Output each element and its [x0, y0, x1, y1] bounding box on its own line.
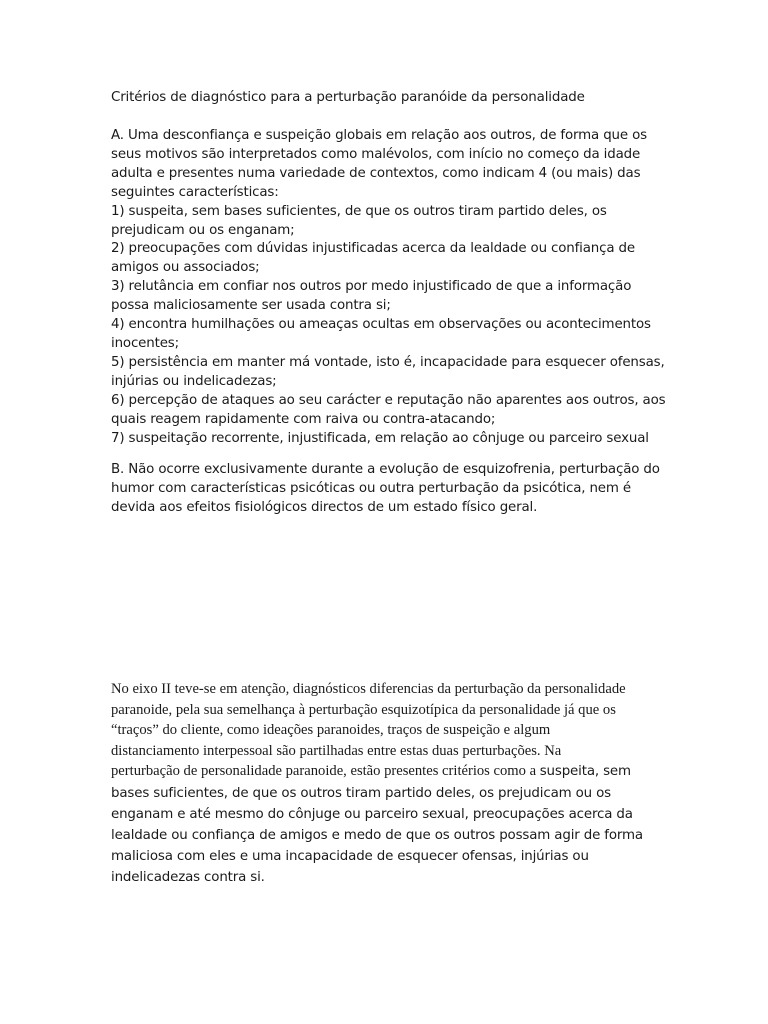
criterion-a-item-3: 3) relutância em confiar nos outros por medo injustificado de que a informação	[111, 279, 632, 295]
criterion-b-paragraph	[111, 461, 671, 518]
axis-ii-line: distanciamento interpessoal são partilhadas entre estas duas perturbações. Na	[111, 742, 562, 759]
criterion-b-line: humor com características psicóticas ou outra perturbação da psicótica, nem é	[111, 480, 631, 496]
criterion-a-item-1: 1) suspeita, sem bases suficientes, de que os outros tiram partido deles, os	[111, 203, 607, 219]
axis-ii-line: indelicadezas contra si.	[111, 869, 265, 885]
axis-ii-mixed-sans: suspeita, sem	[539, 764, 631, 780]
criterion-a-line: seguintes características:	[111, 184, 279, 200]
axis-ii-mixed-line	[111, 761, 671, 783]
axis-ii-line: paranoide, pela sua semelhança à perturbação esquizotípica da personalidade já que os	[111, 701, 616, 718]
criterion-b-line: B. Não ocorre exclusivamente durante a evolução de esquizofrenia, perturbação do	[111, 462, 660, 477]
criterion-a-item-5-cont: injúrias ou indelicadezas;	[111, 373, 277, 389]
axis-ii-line: maliciosa com eles e uma incapacidade de esquecer ofensas, injúrias ou	[111, 848, 589, 864]
criterion-a-item-5: 5) persistência em manter má vontade, isto é, incapacidade para esquecer ofensas,	[111, 354, 665, 370]
criterion-a-item-2-cont: amigos ou associados;	[111, 260, 260, 276]
criterion-a-item-2: 2) preocupações com dúvidas injustificadas acerca da lealdade ou confiança de	[111, 241, 635, 257]
criterion-a-item-4: 4) encontra humilhações ou ameaças ocultas em observações ou acontecimentos	[111, 317, 651, 333]
axis-ii-mixed-serif: perturbação de personalidade paranoide, estão presentes critérios como a	[111, 763, 540, 780]
criterion-a-item-7: 7) suspeitação recorrente, injustificada, em relação ao cônjuge ou parceiro sexual	[111, 430, 649, 446]
criterion-a-paragraph	[111, 127, 671, 448]
title-text: Critérios de diagnóstico para a perturbação paranóide da personalidade	[111, 90, 585, 105]
criterion-b-line: devida aos efeitos fisiológicos directos de um estado físico geral.	[111, 499, 538, 515]
criterion-a-item-3-cont: possa maliciosamente ser usada contra si;	[111, 298, 391, 314]
axis-ii-line: bases suficientes, de que os outros tiram partido deles, os prejudicam ou os	[111, 785, 611, 801]
axis-ii-line: No eixo II teve-se em atenção, diagnósticos diferencias da perturbação da personalidade	[111, 681, 626, 697]
criterion-a-line: adulta e presentes numa variedade de contextos, como indicam 4 (ou mais) das	[111, 165, 641, 181]
document-title	[111, 89, 671, 108]
axis-ii-line: lealdade ou confiança de amigos e medo de que os outros possam agir de forma	[111, 827, 643, 843]
criterion-a-line: seus motivos são interpretados como malévolos, com início no começo da idade	[111, 146, 641, 162]
criterion-a-item-6-cont: quais reagem rapidamente com raiva ou contra-atacando;	[111, 411, 496, 427]
axis-ii-paragraph	[111, 679, 671, 888]
criterion-a-line: A. Uma desconfiança e suspeição globais em relação aos outros, de forma que os	[111, 128, 647, 143]
axis-ii-line: enganam e até mesmo do cônjuge ou parceiro sexual, preocupações acerca da	[111, 806, 633, 822]
criterion-a-item-4-cont: inocentes;	[111, 335, 179, 351]
criterion-a-item-1-cont: prejudicam ou os enganam;	[111, 222, 295, 238]
axis-ii-line: “traços” do cliente, como ideações paranoides, traços de suspeição e algum	[111, 722, 551, 739]
criterion-a-item-6: 6) percepção de ataques ao seu carácter e reputação não aparentes aos outros, aos	[111, 392, 666, 408]
